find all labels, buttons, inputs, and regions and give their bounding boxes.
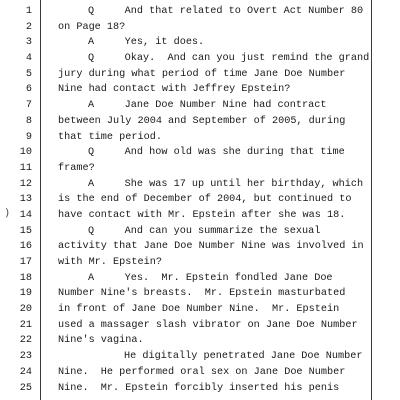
transcript-lines [0,4,400,396]
transcript-line [0,20,400,36]
transcript-line [0,114,400,130]
line-number: 24 [19,366,32,378]
line-number: 11 [19,162,32,174]
transcript-line [0,333,400,349]
line-text: Q And that related to Overt Act Number 80 [88,6,364,17]
line-text: A She was 17 up until her birthday, which [88,178,364,190]
line-number: 8 [25,115,32,127]
line-text: Nine. Mr. Epstein forcibly inserted his penis [58,382,340,394]
transcript-line [0,51,400,67]
line-text: have contact with Mr. Epstein after she was 18. [58,209,346,221]
transcript-line [0,35,400,51]
line-number: 1 [25,6,32,17]
line-number: 18 [19,272,32,284]
line-number: 5 [25,68,32,80]
transcript-line [0,161,400,177]
line-number: 3 [25,37,32,49]
transcript-line [0,255,400,271]
line-text: on Page 18? [58,21,126,33]
line-text: A Yes, it does. [88,37,205,49]
line-text: jury during what period of time Jane Doe Number [58,68,346,80]
line-number: 12 [19,178,32,190]
line-text: is the end of December of 2004, but continued to [58,194,352,206]
line-text: frame? [58,162,95,174]
transcript-line [0,365,400,381]
line-number: 13 [19,194,32,206]
line-text: Nine. He performed oral sex on Jane Doe Number [58,366,346,378]
margin-mark: ) [5,206,10,219]
line-text: Number Nine's breasts. Mr. Epstein masturbated [58,288,346,300]
line-number: 15 [19,225,32,237]
transcript-line [0,82,400,98]
line-number: 9 [25,131,32,143]
line-text: Q And can you summarize the sexual [88,225,321,237]
transcript-line [0,381,400,397]
line-number: 10 [19,147,32,159]
line-text: He digitally penetrated Jane Doe Number [124,351,363,363]
transcript-line [0,192,400,208]
line-text: that time period. [58,131,162,143]
transcript-line [0,271,400,287]
transcript-line [0,98,400,114]
transcript-line [0,67,400,83]
line-number: 7 [25,100,32,112]
transcript-line [0,4,400,20]
line-number: 6 [25,84,32,96]
line-text: Q Okay. And can you just remind the grand [88,53,370,65]
line-number: 2 [25,21,32,33]
transcript-line [0,224,400,240]
line-text: used a massager slash vibrator on Jane Doe Number [58,319,358,331]
line-number: 22 [19,335,32,347]
transcript-line [0,130,400,146]
line-number: 17 [19,257,32,268]
line-text: with Mr. Epstein? [58,257,162,268]
line-number: 25 [19,382,32,394]
line-number: 23 [19,351,32,363]
transcript-line [0,145,400,161]
line-text: A Jane Doe Number Nine had contract [88,100,327,112]
line-number: 14 [19,209,32,221]
line-text: in front of Jane Doe Number Nine. Mr. Epstein [58,304,340,316]
transcript-line [0,177,400,193]
transcript-line [0,302,400,318]
line-number: 16 [19,241,32,253]
line-text: Q And how old was she during that time [88,147,345,159]
transcript-line [0,239,400,255]
line-number: 21 [19,319,32,331]
line-text: activity that Jane Doe Number Nine was involved in [58,241,364,253]
line-text: between July 2004 and September of 2005, during [58,115,346,127]
transcript-line [0,318,400,334]
transcript-line [0,349,400,365]
transcript-line [0,286,400,302]
line-text: A Yes. Mr. Epstein fondled Jane Doe [88,272,333,284]
line-text: Nine had contact with Jeffrey Epstein? [58,84,291,96]
line-number: 4 [25,53,32,65]
transcript-line [0,208,400,224]
line-number: 20 [19,304,32,316]
line-number: 19 [19,288,32,300]
line-text: Nine's vagina. [58,335,144,347]
